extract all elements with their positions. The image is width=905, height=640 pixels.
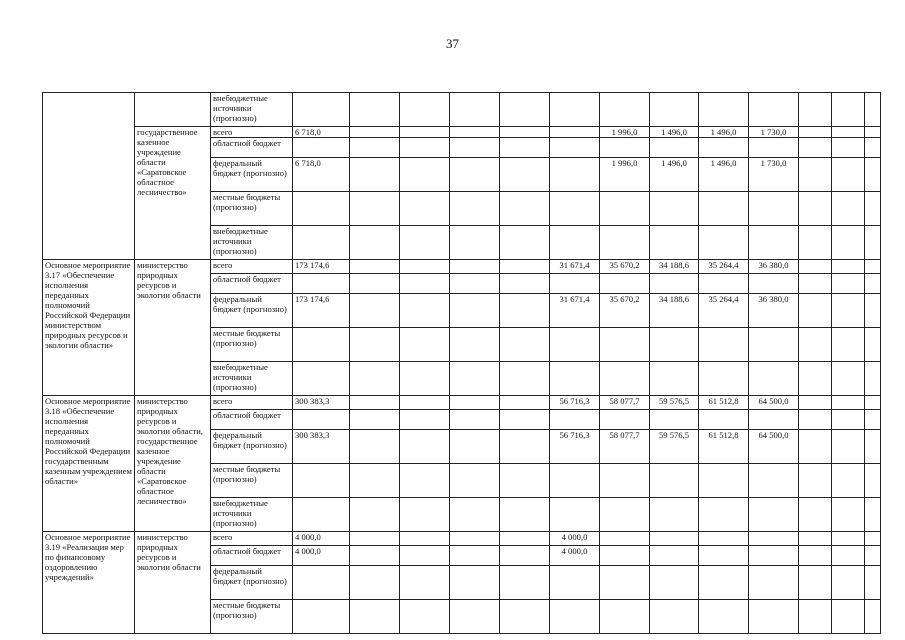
year-value-cell xyxy=(865,362,881,396)
year-value-cell xyxy=(500,274,550,294)
year-value-cell xyxy=(500,498,550,532)
year-value-cell xyxy=(500,464,550,498)
year-value-cell xyxy=(650,600,699,634)
year-value-cell xyxy=(400,566,450,600)
budget-table xyxy=(42,92,881,634)
year-value-cell xyxy=(832,192,865,226)
total-cell xyxy=(293,138,350,158)
year-value-cell xyxy=(749,138,799,158)
total-cell: 6 718,0 xyxy=(293,127,350,138)
year-value-cell xyxy=(832,498,865,532)
year-value-cell xyxy=(400,274,450,294)
year-value-cell xyxy=(749,226,799,260)
funding-source-cell: федеральный бюджет (прогнозно) xyxy=(211,294,293,328)
executor-cell: государственное казенное учреждение области «Саратовское областное лесничество» xyxy=(135,127,211,260)
funding-source-cell: внебюджетные источники (прогнозно) xyxy=(211,362,293,396)
year-value-cell xyxy=(350,430,400,464)
year-value-cell: 1 996,0 xyxy=(600,158,650,192)
year-value-cell xyxy=(400,498,450,532)
funding-source-cell: всего xyxy=(211,260,293,274)
year-value-cell xyxy=(699,566,749,600)
year-value-cell: 61 512,8 xyxy=(699,396,749,410)
funding-source-cell: всего xyxy=(211,532,293,546)
year-value-cell xyxy=(550,158,600,192)
year-value-cell xyxy=(650,226,699,260)
year-value-cell: 1 496,0 xyxy=(650,158,699,192)
year-value-cell xyxy=(650,274,699,294)
page-number: 37 xyxy=(446,36,459,51)
year-value-cell xyxy=(500,328,550,362)
total-cell xyxy=(293,600,350,634)
total-cell: 173 174,6 xyxy=(293,260,350,274)
year-value-cell xyxy=(550,192,600,226)
year-value-cell: 35 670,2 xyxy=(600,294,650,328)
year-value-cell xyxy=(865,600,881,634)
year-value-cell xyxy=(350,260,400,274)
year-value-cell xyxy=(832,93,865,127)
year-value-cell: 34 188,6 xyxy=(650,294,699,328)
year-value-cell xyxy=(832,158,865,192)
year-value-cell xyxy=(749,464,799,498)
year-value-cell xyxy=(450,226,500,260)
measure-cell xyxy=(43,93,135,260)
year-value-cell xyxy=(699,464,749,498)
year-value-cell xyxy=(450,93,500,127)
year-value-cell xyxy=(865,328,881,362)
year-value-cell xyxy=(799,138,832,158)
year-value-cell xyxy=(550,498,600,532)
year-value-cell xyxy=(749,498,799,532)
year-value-cell xyxy=(865,532,881,546)
year-value-cell xyxy=(832,127,865,138)
year-value-cell xyxy=(350,362,400,396)
year-value-cell xyxy=(749,410,799,430)
year-value-cell xyxy=(600,362,650,396)
year-value-cell xyxy=(749,328,799,362)
year-value-cell xyxy=(832,396,865,410)
year-value-cell xyxy=(832,600,865,634)
year-value-cell xyxy=(350,138,400,158)
year-value-cell: 36 380,0 xyxy=(749,294,799,328)
year-value-cell xyxy=(832,532,865,546)
total-cell xyxy=(293,464,350,498)
year-value-cell xyxy=(500,396,550,410)
funding-source-cell: внебюджетные источники (прогнозно) xyxy=(211,226,293,260)
year-value-cell xyxy=(550,600,600,634)
year-value-cell xyxy=(400,226,450,260)
year-value-cell xyxy=(600,410,650,430)
funding-source-cell: областной бюджет xyxy=(211,410,293,430)
total-cell xyxy=(293,328,350,362)
funding-source-cell: федеральный бюджет (прогнозно) xyxy=(211,430,293,464)
executor-cell: министерство природных ресурсов и экологии области xyxy=(135,532,211,634)
total-cell: 300 383,3 xyxy=(293,396,350,410)
year-value-cell xyxy=(500,532,550,546)
year-value-cell xyxy=(650,498,699,532)
funding-source-cell: областной бюджет xyxy=(211,138,293,158)
year-value-cell xyxy=(799,362,832,396)
year-value-cell xyxy=(400,138,450,158)
year-value-cell xyxy=(500,600,550,634)
year-value-cell xyxy=(699,498,749,532)
year-value-cell xyxy=(450,410,500,430)
year-value-cell: 56 716,3 xyxy=(550,430,600,464)
year-value-cell xyxy=(350,546,400,566)
year-value-cell xyxy=(550,328,600,362)
year-value-cell: 59 576,5 xyxy=(650,430,699,464)
year-value-cell xyxy=(865,546,881,566)
year-value-cell xyxy=(500,93,550,127)
measure-cell: Основное мероприятие 3.17 «Обеспечение исполнения переданных полномочий Российской Федерации министерством природных ресурсов и экологии области» xyxy=(43,260,135,396)
total-cell: 173 174,6 xyxy=(293,294,350,328)
table-row xyxy=(43,127,881,138)
year-value-cell: 36 380,0 xyxy=(749,260,799,274)
year-value-cell xyxy=(749,192,799,226)
year-value-cell xyxy=(865,410,881,430)
year-value-cell xyxy=(350,192,400,226)
year-value-cell xyxy=(799,498,832,532)
funding-source-cell: всего xyxy=(211,127,293,138)
year-value-cell xyxy=(865,274,881,294)
year-value-cell xyxy=(799,192,832,226)
year-value-cell xyxy=(799,600,832,634)
year-value-cell xyxy=(832,410,865,430)
year-value-cell: 58 077,7 xyxy=(600,430,650,464)
year-value-cell xyxy=(650,328,699,362)
year-value-cell xyxy=(550,127,600,138)
year-value-cell xyxy=(799,328,832,362)
year-value-cell xyxy=(550,464,600,498)
year-value-cell xyxy=(650,362,699,396)
year-value-cell xyxy=(832,464,865,498)
year-value-cell xyxy=(699,138,749,158)
year-value-cell xyxy=(450,138,500,158)
year-value-cell xyxy=(799,226,832,260)
year-value-cell xyxy=(450,158,500,192)
year-value-cell xyxy=(865,294,881,328)
year-value-cell xyxy=(749,274,799,294)
year-value-cell xyxy=(865,158,881,192)
year-value-cell xyxy=(865,430,881,464)
total-cell xyxy=(293,498,350,532)
year-value-cell xyxy=(500,192,550,226)
year-value-cell xyxy=(699,226,749,260)
year-value-cell xyxy=(650,410,699,430)
year-value-cell xyxy=(450,600,500,634)
year-value-cell xyxy=(500,430,550,464)
year-value-cell xyxy=(865,138,881,158)
funding-source-cell: внебюджетные источники (прогнозно) xyxy=(211,498,293,532)
year-value-cell xyxy=(550,274,600,294)
year-value-cell xyxy=(500,260,550,274)
total-cell: 4 000,0 xyxy=(293,532,350,546)
year-value-cell xyxy=(600,498,650,532)
year-value-cell xyxy=(350,328,400,362)
year-value-cell xyxy=(749,93,799,127)
funding-source-cell: областной бюджет xyxy=(211,274,293,294)
year-value-cell xyxy=(400,328,450,362)
year-value-cell xyxy=(650,93,699,127)
total-cell xyxy=(293,274,350,294)
year-value-cell xyxy=(550,93,600,127)
year-value-cell xyxy=(450,274,500,294)
year-value-cell xyxy=(400,294,450,328)
funding-source-cell: всего xyxy=(211,396,293,410)
year-value-cell xyxy=(500,138,550,158)
year-value-cell xyxy=(350,464,400,498)
year-value-cell xyxy=(749,546,799,566)
year-value-cell xyxy=(400,430,450,464)
year-value-cell: 56 716,3 xyxy=(550,396,600,410)
funding-source-cell: местные бюджеты (прогнозно) xyxy=(211,328,293,362)
total-cell: 6 718,0 xyxy=(293,158,350,192)
year-value-cell xyxy=(799,464,832,498)
year-value-cell xyxy=(650,138,699,158)
year-value-cell: 1 496,0 xyxy=(699,127,749,138)
year-value-cell xyxy=(400,600,450,634)
total-cell xyxy=(293,362,350,396)
year-value-cell xyxy=(450,546,500,566)
executor-cell: министерство природных ресурсов и экологии области xyxy=(135,260,211,396)
total-cell: 4 000,0 xyxy=(293,546,350,566)
year-value-cell xyxy=(600,93,650,127)
year-value-cell xyxy=(799,274,832,294)
year-value-cell xyxy=(832,362,865,396)
executor-cell xyxy=(135,93,211,127)
year-value-cell xyxy=(350,274,400,294)
year-value-cell xyxy=(832,274,865,294)
year-value-cell xyxy=(450,328,500,362)
total-cell xyxy=(293,566,350,600)
year-value-cell xyxy=(832,328,865,362)
year-value-cell: 61 512,8 xyxy=(699,430,749,464)
year-value-cell xyxy=(450,532,500,546)
year-value-cell xyxy=(450,260,500,274)
year-value-cell xyxy=(400,158,450,192)
funding-source-cell: федеральный бюджет (прогнозно) xyxy=(211,158,293,192)
year-value-cell xyxy=(350,396,400,410)
year-value-cell xyxy=(699,274,749,294)
year-value-cell xyxy=(350,532,400,546)
year-value-cell xyxy=(749,532,799,546)
year-value-cell: 31 671,4 xyxy=(550,260,600,274)
funding-source-cell: областной бюджет xyxy=(211,546,293,566)
year-value-cell xyxy=(832,546,865,566)
year-value-cell xyxy=(600,532,650,546)
year-value-cell xyxy=(400,127,450,138)
year-value-cell xyxy=(400,362,450,396)
year-value-cell xyxy=(699,93,749,127)
year-value-cell xyxy=(799,294,832,328)
year-value-cell xyxy=(500,410,550,430)
year-value-cell xyxy=(865,260,881,274)
year-value-cell: 59 576,5 xyxy=(650,396,699,410)
year-value-cell xyxy=(699,532,749,546)
year-value-cell xyxy=(799,430,832,464)
year-value-cell xyxy=(450,127,500,138)
year-value-cell xyxy=(450,430,500,464)
year-value-cell xyxy=(550,410,600,430)
year-value-cell xyxy=(500,294,550,328)
year-value-cell xyxy=(600,566,650,600)
year-value-cell xyxy=(350,158,400,192)
year-value-cell xyxy=(865,226,881,260)
year-value-cell xyxy=(450,566,500,600)
year-value-cell xyxy=(400,546,450,566)
measure-cell: Основное мероприятие 3.18 «Обеспечение исполнения переданных полномочий Российской Федерации государственным казенным учреждением области» xyxy=(43,396,135,532)
year-value-cell xyxy=(350,600,400,634)
year-value-cell xyxy=(350,93,400,127)
year-value-cell xyxy=(500,566,550,600)
year-value-cell xyxy=(650,546,699,566)
year-value-cell xyxy=(832,226,865,260)
measure-cell: Основное мероприятие 3.19 «Реализация мер по финансовому оздоровлению учреждений» xyxy=(43,532,135,634)
year-value-cell xyxy=(799,546,832,566)
year-value-cell: 1 730,0 xyxy=(749,127,799,138)
year-value-cell xyxy=(500,158,550,192)
year-value-cell xyxy=(799,566,832,600)
year-value-cell xyxy=(600,546,650,566)
year-value-cell: 35 670,2 xyxy=(600,260,650,274)
year-value-cell: 31 671,4 xyxy=(550,294,600,328)
year-value-cell xyxy=(799,410,832,430)
year-value-cell xyxy=(832,430,865,464)
year-value-cell xyxy=(865,566,881,600)
year-value-cell xyxy=(865,127,881,138)
year-value-cell: 1 496,0 xyxy=(650,127,699,138)
year-value-cell: 1 996,0 xyxy=(600,127,650,138)
year-value-cell xyxy=(832,294,865,328)
year-value-cell xyxy=(500,226,550,260)
year-value-cell xyxy=(350,127,400,138)
year-value-cell xyxy=(450,464,500,498)
year-value-cell xyxy=(600,274,650,294)
year-value-cell xyxy=(450,192,500,226)
table-row xyxy=(43,93,881,127)
total-cell xyxy=(293,93,350,127)
year-value-cell xyxy=(600,192,650,226)
year-value-cell xyxy=(650,566,699,600)
year-value-cell xyxy=(699,362,749,396)
year-value-cell xyxy=(600,600,650,634)
year-value-cell xyxy=(699,546,749,566)
funding-source-cell: внебюджетные источники (прогнозно) xyxy=(211,93,293,127)
year-value-cell xyxy=(749,362,799,396)
year-value-cell xyxy=(749,566,799,600)
funding-source-cell: местные бюджеты (прогнозно) xyxy=(211,464,293,498)
year-value-cell: 4 000,0 xyxy=(550,546,600,566)
executor-cell: министерство природных ресурсов и экологии области, государственное казенное учреждение области «Саратовское областное лесничество» xyxy=(135,396,211,532)
year-value-cell xyxy=(650,532,699,546)
year-value-cell xyxy=(600,138,650,158)
year-value-cell xyxy=(699,600,749,634)
year-value-cell: 64 500,0 xyxy=(749,396,799,410)
year-value-cell xyxy=(550,138,600,158)
year-value-cell xyxy=(865,464,881,498)
year-value-cell: 64 500,0 xyxy=(749,430,799,464)
table-row xyxy=(43,532,881,546)
year-value-cell xyxy=(865,192,881,226)
year-value-cell xyxy=(350,226,400,260)
year-value-cell xyxy=(650,464,699,498)
year-value-cell xyxy=(749,600,799,634)
year-value-cell xyxy=(350,498,400,532)
year-value-cell xyxy=(550,566,600,600)
year-value-cell xyxy=(832,138,865,158)
year-value-cell xyxy=(400,464,450,498)
year-value-cell xyxy=(799,127,832,138)
year-value-cell xyxy=(400,396,450,410)
year-value-cell xyxy=(350,294,400,328)
year-value-cell xyxy=(600,328,650,362)
funding-source-cell: местные бюджеты (прогнозно) xyxy=(211,600,293,634)
year-value-cell xyxy=(799,260,832,274)
year-value-cell xyxy=(865,93,881,127)
year-value-cell xyxy=(500,546,550,566)
year-value-cell xyxy=(500,127,550,138)
year-value-cell xyxy=(865,498,881,532)
year-value-cell: 34 188,6 xyxy=(650,260,699,274)
year-value-cell xyxy=(550,226,600,260)
year-value-cell xyxy=(699,192,749,226)
total-cell: 300 383,3 xyxy=(293,430,350,464)
year-value-cell: 1 496,0 xyxy=(699,158,749,192)
total-cell xyxy=(293,226,350,260)
year-value-cell xyxy=(600,226,650,260)
year-value-cell xyxy=(650,192,699,226)
year-value-cell xyxy=(799,532,832,546)
year-value-cell xyxy=(350,566,400,600)
year-value-cell xyxy=(799,93,832,127)
year-value-cell xyxy=(832,566,865,600)
year-value-cell xyxy=(400,260,450,274)
year-value-cell xyxy=(400,93,450,127)
year-value-cell xyxy=(865,396,881,410)
year-value-cell xyxy=(400,410,450,430)
year-value-cell xyxy=(699,410,749,430)
year-value-cell xyxy=(832,260,865,274)
total-cell xyxy=(293,192,350,226)
year-value-cell xyxy=(799,158,832,192)
year-value-cell xyxy=(450,362,500,396)
table-row xyxy=(43,260,881,274)
year-value-cell xyxy=(550,362,600,396)
year-value-cell xyxy=(400,192,450,226)
year-value-cell xyxy=(450,294,500,328)
year-value-cell: 1 730,0 xyxy=(749,158,799,192)
year-value-cell xyxy=(699,328,749,362)
table-row xyxy=(43,396,881,410)
total-cell xyxy=(293,410,350,430)
year-value-cell xyxy=(799,396,832,410)
year-value-cell xyxy=(450,498,500,532)
year-value-cell xyxy=(450,396,500,410)
funding-source-cell: местные бюджеты (прогнозно) xyxy=(211,192,293,226)
year-value-cell: 35 264,4 xyxy=(699,294,749,328)
year-value-cell xyxy=(350,410,400,430)
year-value-cell: 58 077,7 xyxy=(600,396,650,410)
year-value-cell: 35 264,4 xyxy=(699,260,749,274)
year-value-cell xyxy=(500,362,550,396)
funding-source-cell: федеральный бюджет (прогнозно) xyxy=(211,566,293,600)
year-value-cell: 4 000,0 xyxy=(550,532,600,546)
year-value-cell xyxy=(600,464,650,498)
year-value-cell xyxy=(400,532,450,546)
